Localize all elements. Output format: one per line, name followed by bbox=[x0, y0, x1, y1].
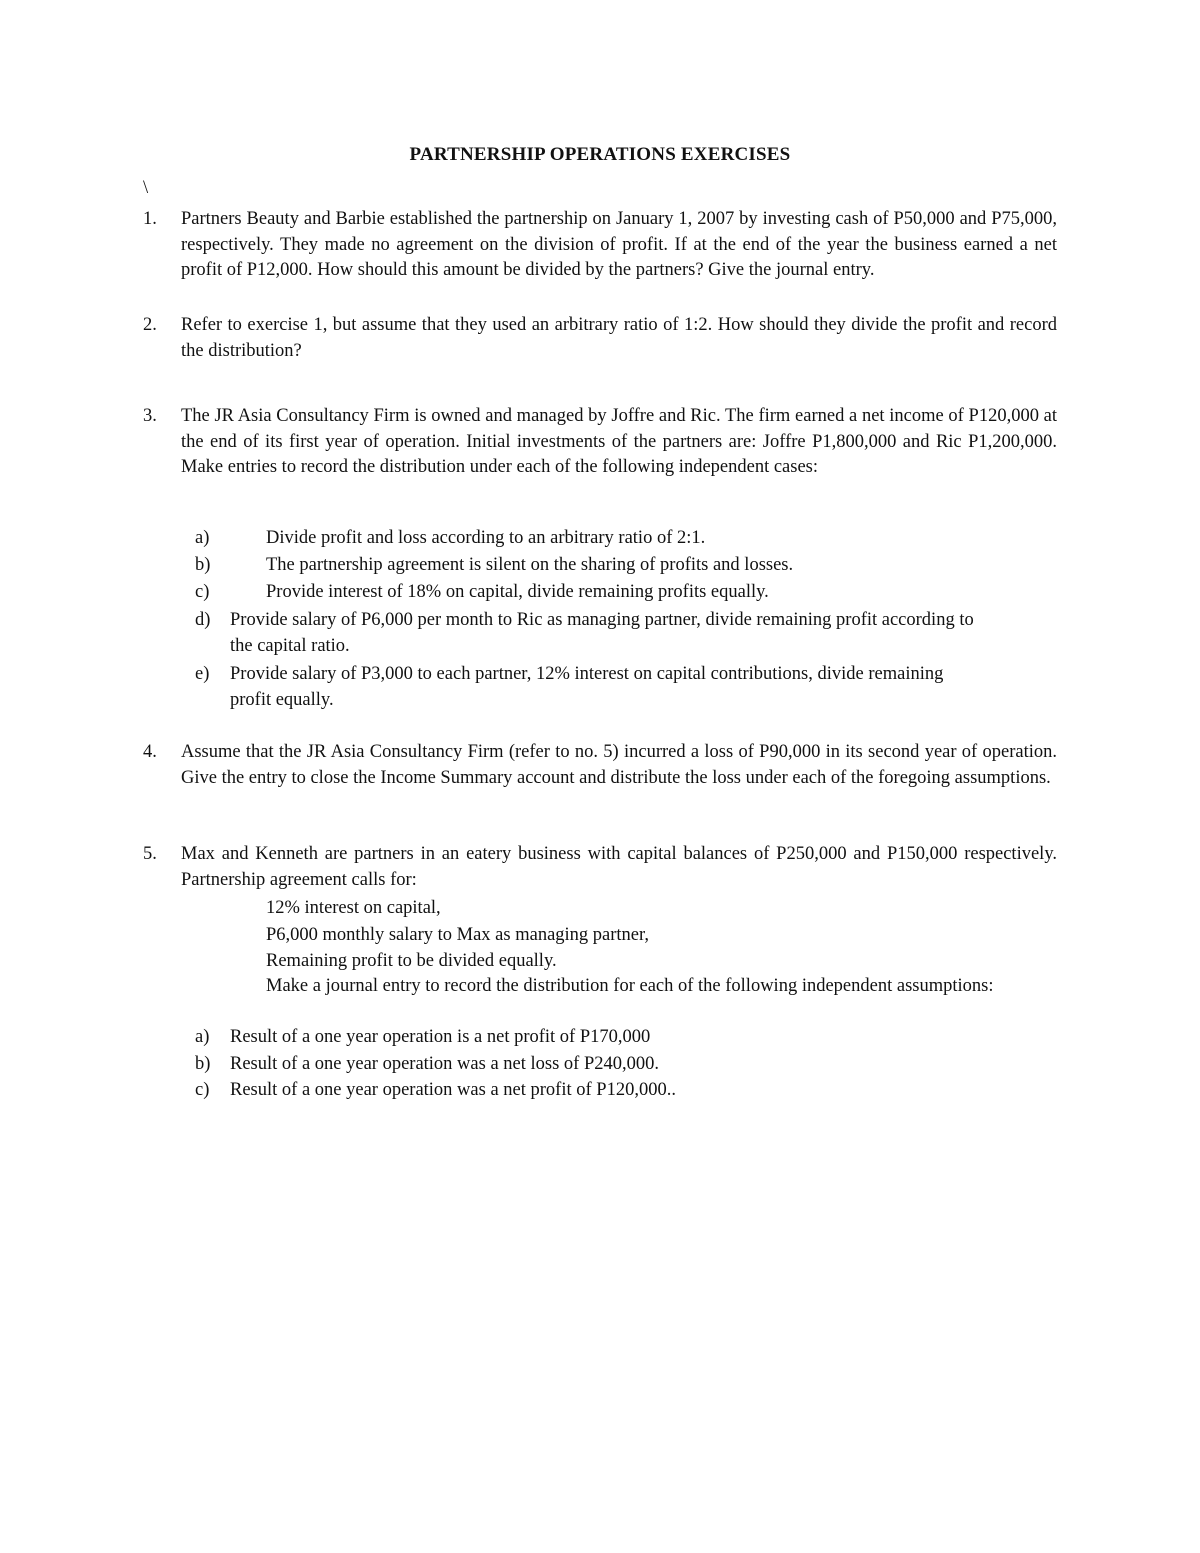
item-text: Provide salary of P6,000 per month to Ric as managing partner, divide remaining profit according to the capital ratio. bbox=[230, 610, 974, 656]
exercise-number: 4. bbox=[143, 742, 157, 762]
exercise-4 bbox=[143, 740, 1057, 791]
exercise-number: 3. bbox=[143, 406, 157, 426]
item-label: c) bbox=[195, 1080, 210, 1100]
exercise-text: Assume that the JR Asia Consultancy Firm (refer to no. 5) incurred a loss of P90,000 in its second year of operation. Give the entry to close the Income Summary account and distribute the loss under each of the foregoing assumptions. bbox=[181, 742, 1057, 788]
item-text: Provide interest of 18% on capital, divide remaining profits equally. bbox=[266, 582, 769, 602]
exercise-2 bbox=[143, 313, 1057, 364]
exercise-number: 1. bbox=[143, 209, 157, 229]
exercise-text: Refer to exercise 1, but assume that they used an arbitrary ratio of 1:2. How should they divide the profit and record the distribution? bbox=[181, 315, 1057, 361]
exercise-5 bbox=[143, 842, 1057, 893]
item-text: Result of a one year operation is a net profit of P170,000 bbox=[230, 1027, 651, 1047]
exercise-text: The JR Asia Consultancy Firm is owned and managed by Joffre and Ric. The firm earned a net income of P120,000 at the end of its first year of operation. Initial investments of the partners are: Joffre P1,800,000 and Ric P1,200,000. Make entries to record the distribution under each of the following independent cases: bbox=[181, 406, 1057, 477]
list-item bbox=[195, 1052, 995, 1078]
list-item bbox=[195, 526, 995, 552]
list-item bbox=[195, 1078, 995, 1104]
agreement-term: P6,000 monthly salary to Max as managing partner, bbox=[266, 925, 650, 945]
item-label: e) bbox=[195, 664, 210, 684]
exercise-text: Partners Beauty and Barbie established the partnership on January 1, 2007 by investing cash of P50,000 and P75,000, respectively. They made no agreement on the division of profit. If at the end of the year the business earned a net profit of P12,000. How should this amount be divided by the partners? Give the journal entry. bbox=[181, 209, 1057, 280]
list-item bbox=[195, 662, 985, 713]
item-label: b) bbox=[195, 1054, 211, 1074]
item-text: Result of a one year operation was a net loss of P240,000. bbox=[230, 1054, 660, 1074]
item-label: a) bbox=[195, 528, 210, 548]
stray-backslash: \ bbox=[143, 178, 149, 198]
exercise-3 bbox=[143, 404, 1057, 481]
item-label: c) bbox=[195, 582, 210, 602]
instruction-text: Make a journal entry to record the distribution for each of the following independent assumptions: bbox=[266, 976, 994, 996]
exercise-text: Max and Kenneth are partners in an eatery business with capital balances of P250,000 and P150,000 respectively. Partnership agreement calls for: bbox=[181, 844, 1057, 890]
item-text: Result of a one year operation was a net profit of P120,000.. bbox=[230, 1080, 676, 1100]
item-label: b) bbox=[195, 555, 211, 575]
list-item bbox=[195, 608, 985, 659]
item-label: d) bbox=[195, 610, 211, 630]
item-label: a) bbox=[195, 1027, 210, 1047]
exercise-number: 5. bbox=[143, 844, 157, 864]
agreement-term: Remaining profit to be divided equally. bbox=[266, 951, 557, 971]
page-title: PARTNERSHIP OPERATIONS EXERCISES bbox=[409, 144, 791, 165]
exercise-number: 2. bbox=[143, 315, 157, 335]
item-text: Divide profit and loss according to an arbitrary ratio of 2:1. bbox=[266, 528, 706, 548]
list-item bbox=[195, 553, 995, 579]
exercise-1 bbox=[143, 207, 1057, 284]
agreement-term: 12% interest on capital, bbox=[266, 898, 441, 918]
list-item bbox=[195, 580, 995, 606]
item-text: The partnership agreement is silent on the sharing of profits and losses. bbox=[266, 555, 794, 575]
item-text: Provide salary of P3,000 to each partner, 12% interest on capital contributions, divide remaining profit equally. bbox=[230, 664, 944, 710]
list-item bbox=[195, 1025, 995, 1051]
